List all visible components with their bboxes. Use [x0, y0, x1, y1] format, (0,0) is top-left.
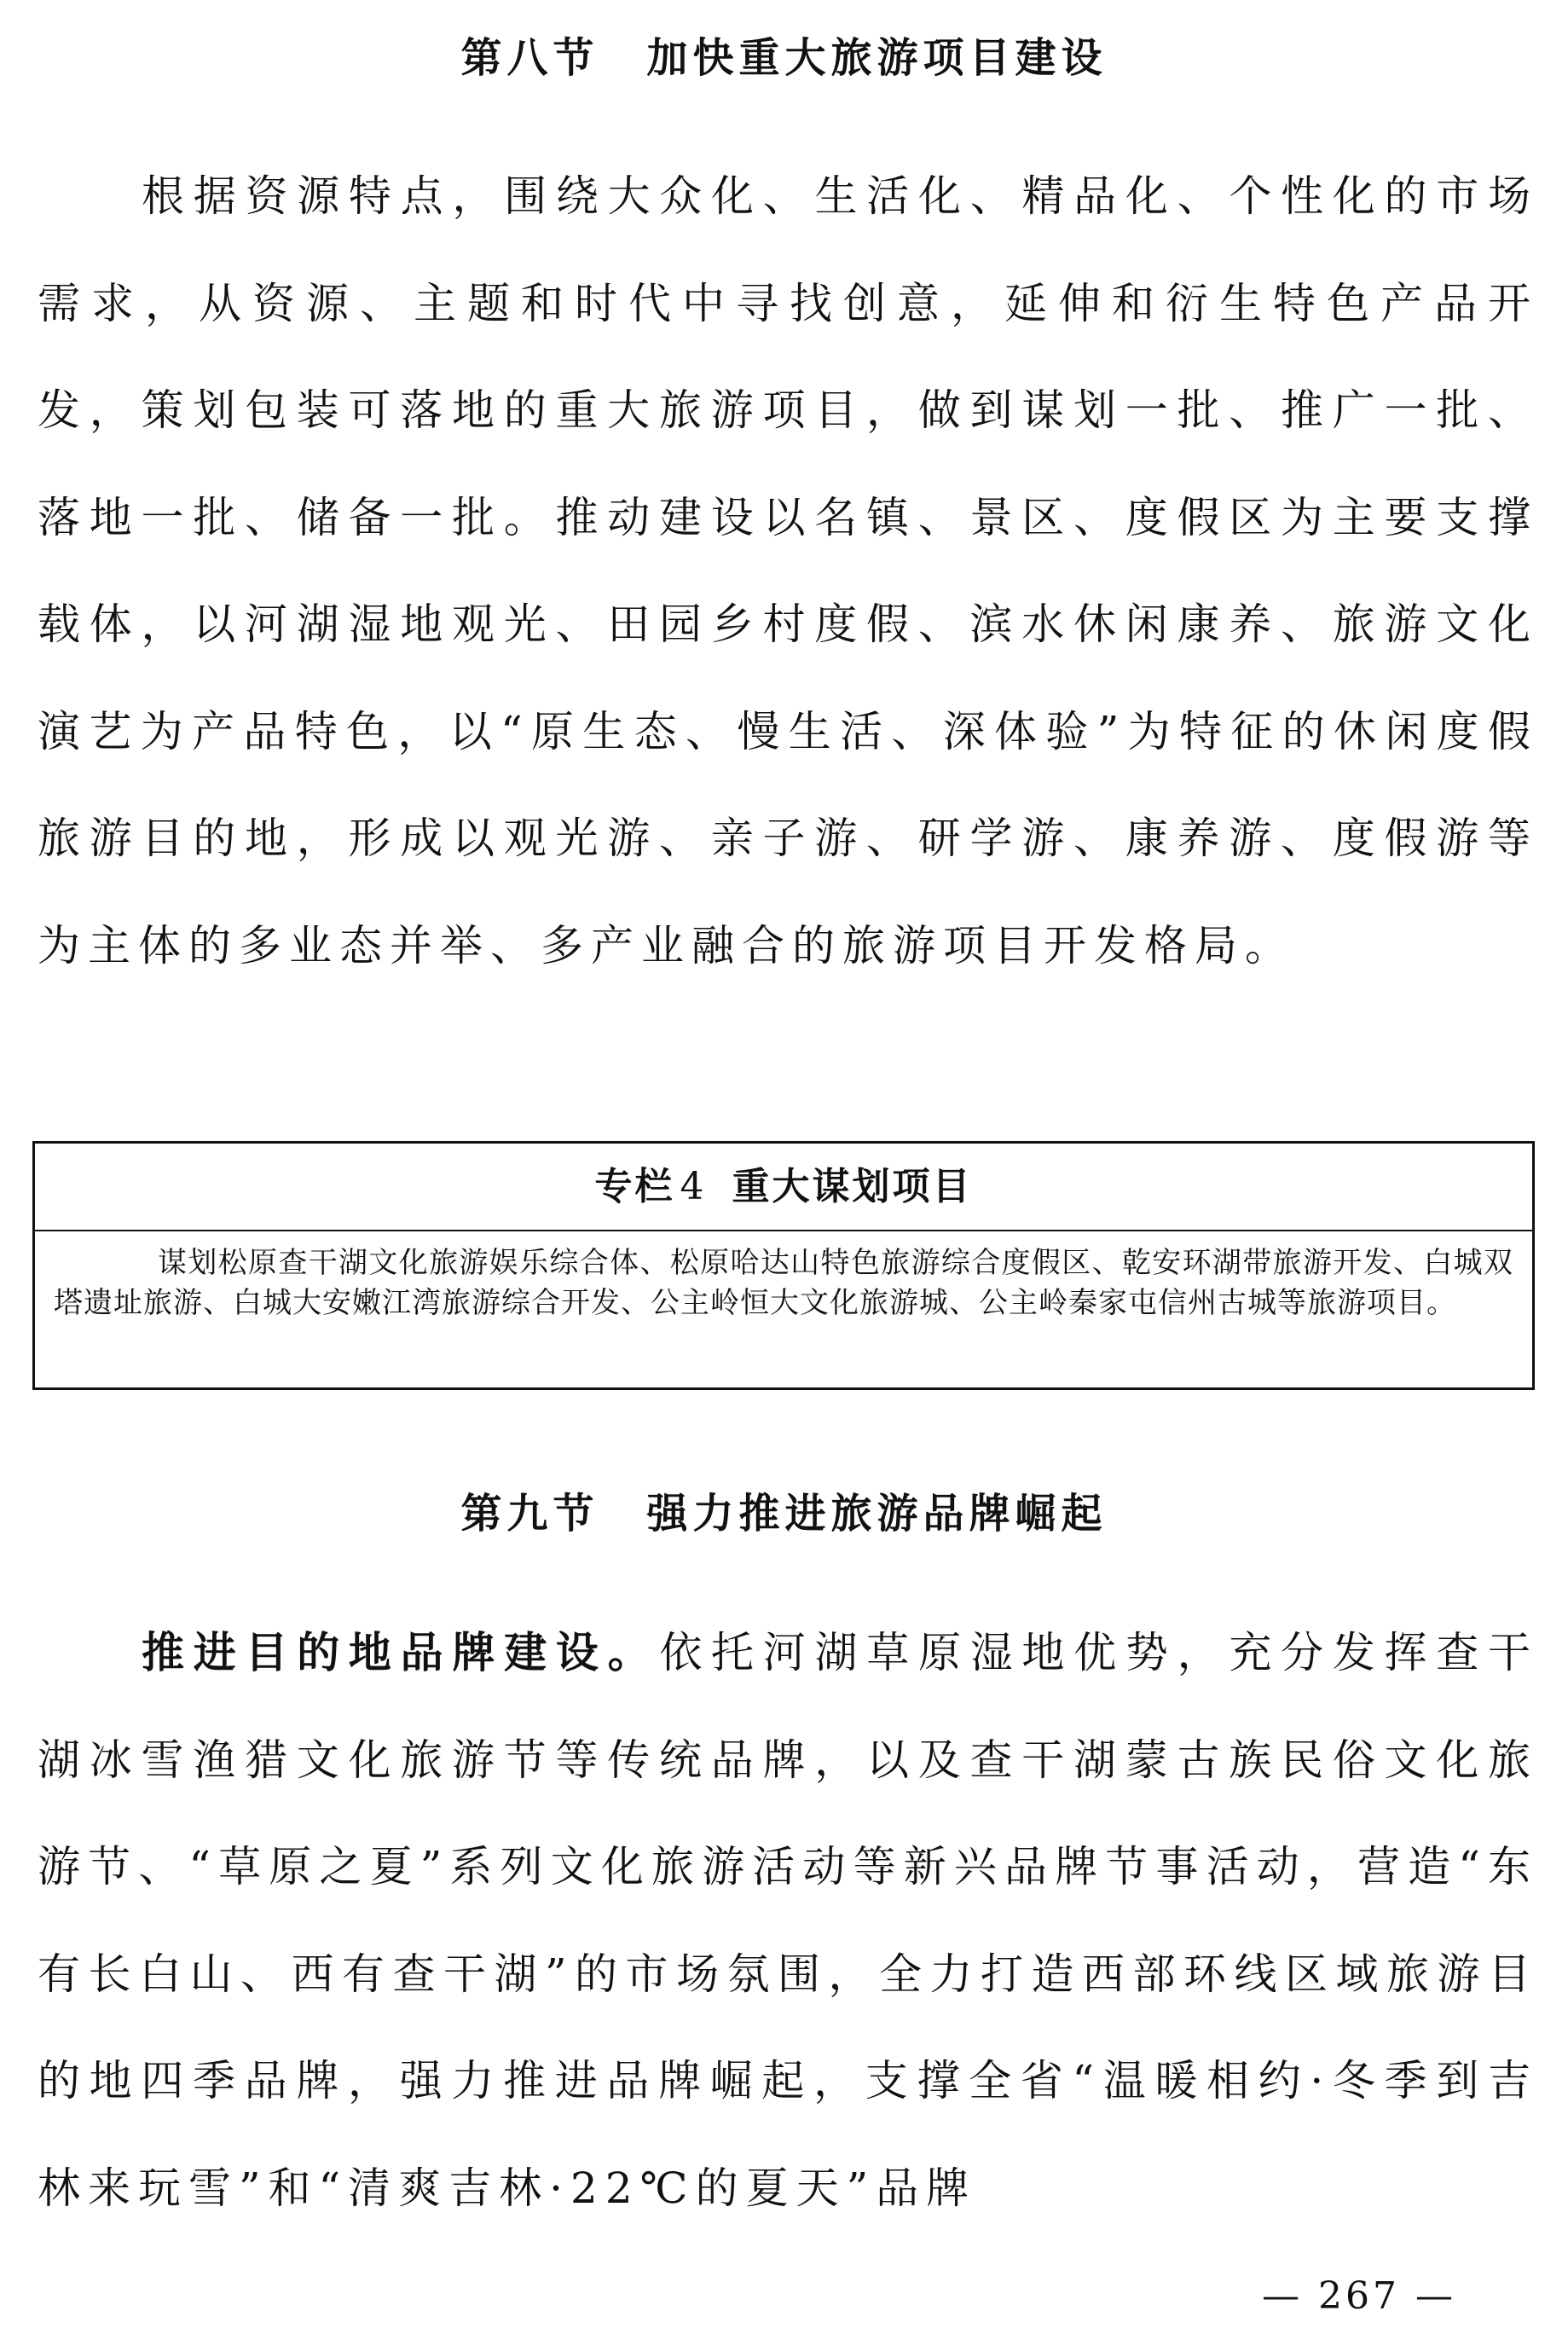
section-9-label: 第九节: [460, 1490, 599, 1538]
column-box-number: 4: [680, 1165, 707, 1208]
column-box-heading: 重大谋划项目: [732, 1165, 973, 1208]
section-8-paragraph: 根据资源特点，围绕大众化、生活化、精品化、个性化的市场需求，从资源、主题和时代中寻找创意，延伸和衍生特色产品开发，策划包装可落地的重大旅游项目，做到谋划一批、推广一批、落地一批、储备一批。推动建设以名镇、景区、度假区为主要支撑载体，以河湖湿地观光、田园乡村度假、滨水休闲康养、旅游文化演艺为产品特色，以“原生态、慢生活、深体验”为特征的休闲度假旅游目的地，形成以观光游、亲子游、研学游、康养游、度假游等为主体的多业态并举、多产业融合的旅游项目开发格局。: [38, 171, 1538, 970]
column-box-title: [35, 1144, 1532, 1231]
section-8-label: 第八节: [460, 34, 599, 82]
section-9-text: 依托河湖草原湿地优势，充分发挥查干湖冰雪渔猎文化旅游节等传统品牌，以及查干湖蒙古族民俗文化旅游节、“草原之夏”系列文化旅游活动等新兴品牌节事活动，营造“东有长白山、西有查干湖”的市场氛围，全力打造西部环线区域旅游目的地四季品牌，强力推进品牌崛起，支撑全省“温暖相约·冬季到吉林来玩雪”和“清爽吉林·22℃的夏天”品牌: [38, 1628, 1539, 2213]
section-9-title: 强力推进旅游品牌崛起: [646, 1490, 1108, 1538]
column-box-prefix: 专栏: [594, 1165, 675, 1208]
column-box: [32, 1141, 1535, 1390]
section-8-title: 加快重大旅游项目建设: [646, 34, 1108, 82]
section-9-paragraph: [38, 1599, 1538, 2242]
section-9-lead: 推进目的地品牌建设。: [142, 1627, 660, 1677]
column-box-body: 谋划松原查干湖文化旅游娱乐综合体、松原哈达山特色旅游综合度假区、乾安环湖带旅游开发、白城双塔遗址旅游、白城大安嫩江湾旅游综合开发、公主岭恒大文化旅游城、公主岭秦家屯信州古城等旅游项目。: [54, 1246, 1513, 1320]
section-9-heading: [0, 1488, 1568, 1539]
section-8-heading: [0, 32, 1568, 84]
page-number: — 267 —: [1262, 2274, 1456, 2318]
